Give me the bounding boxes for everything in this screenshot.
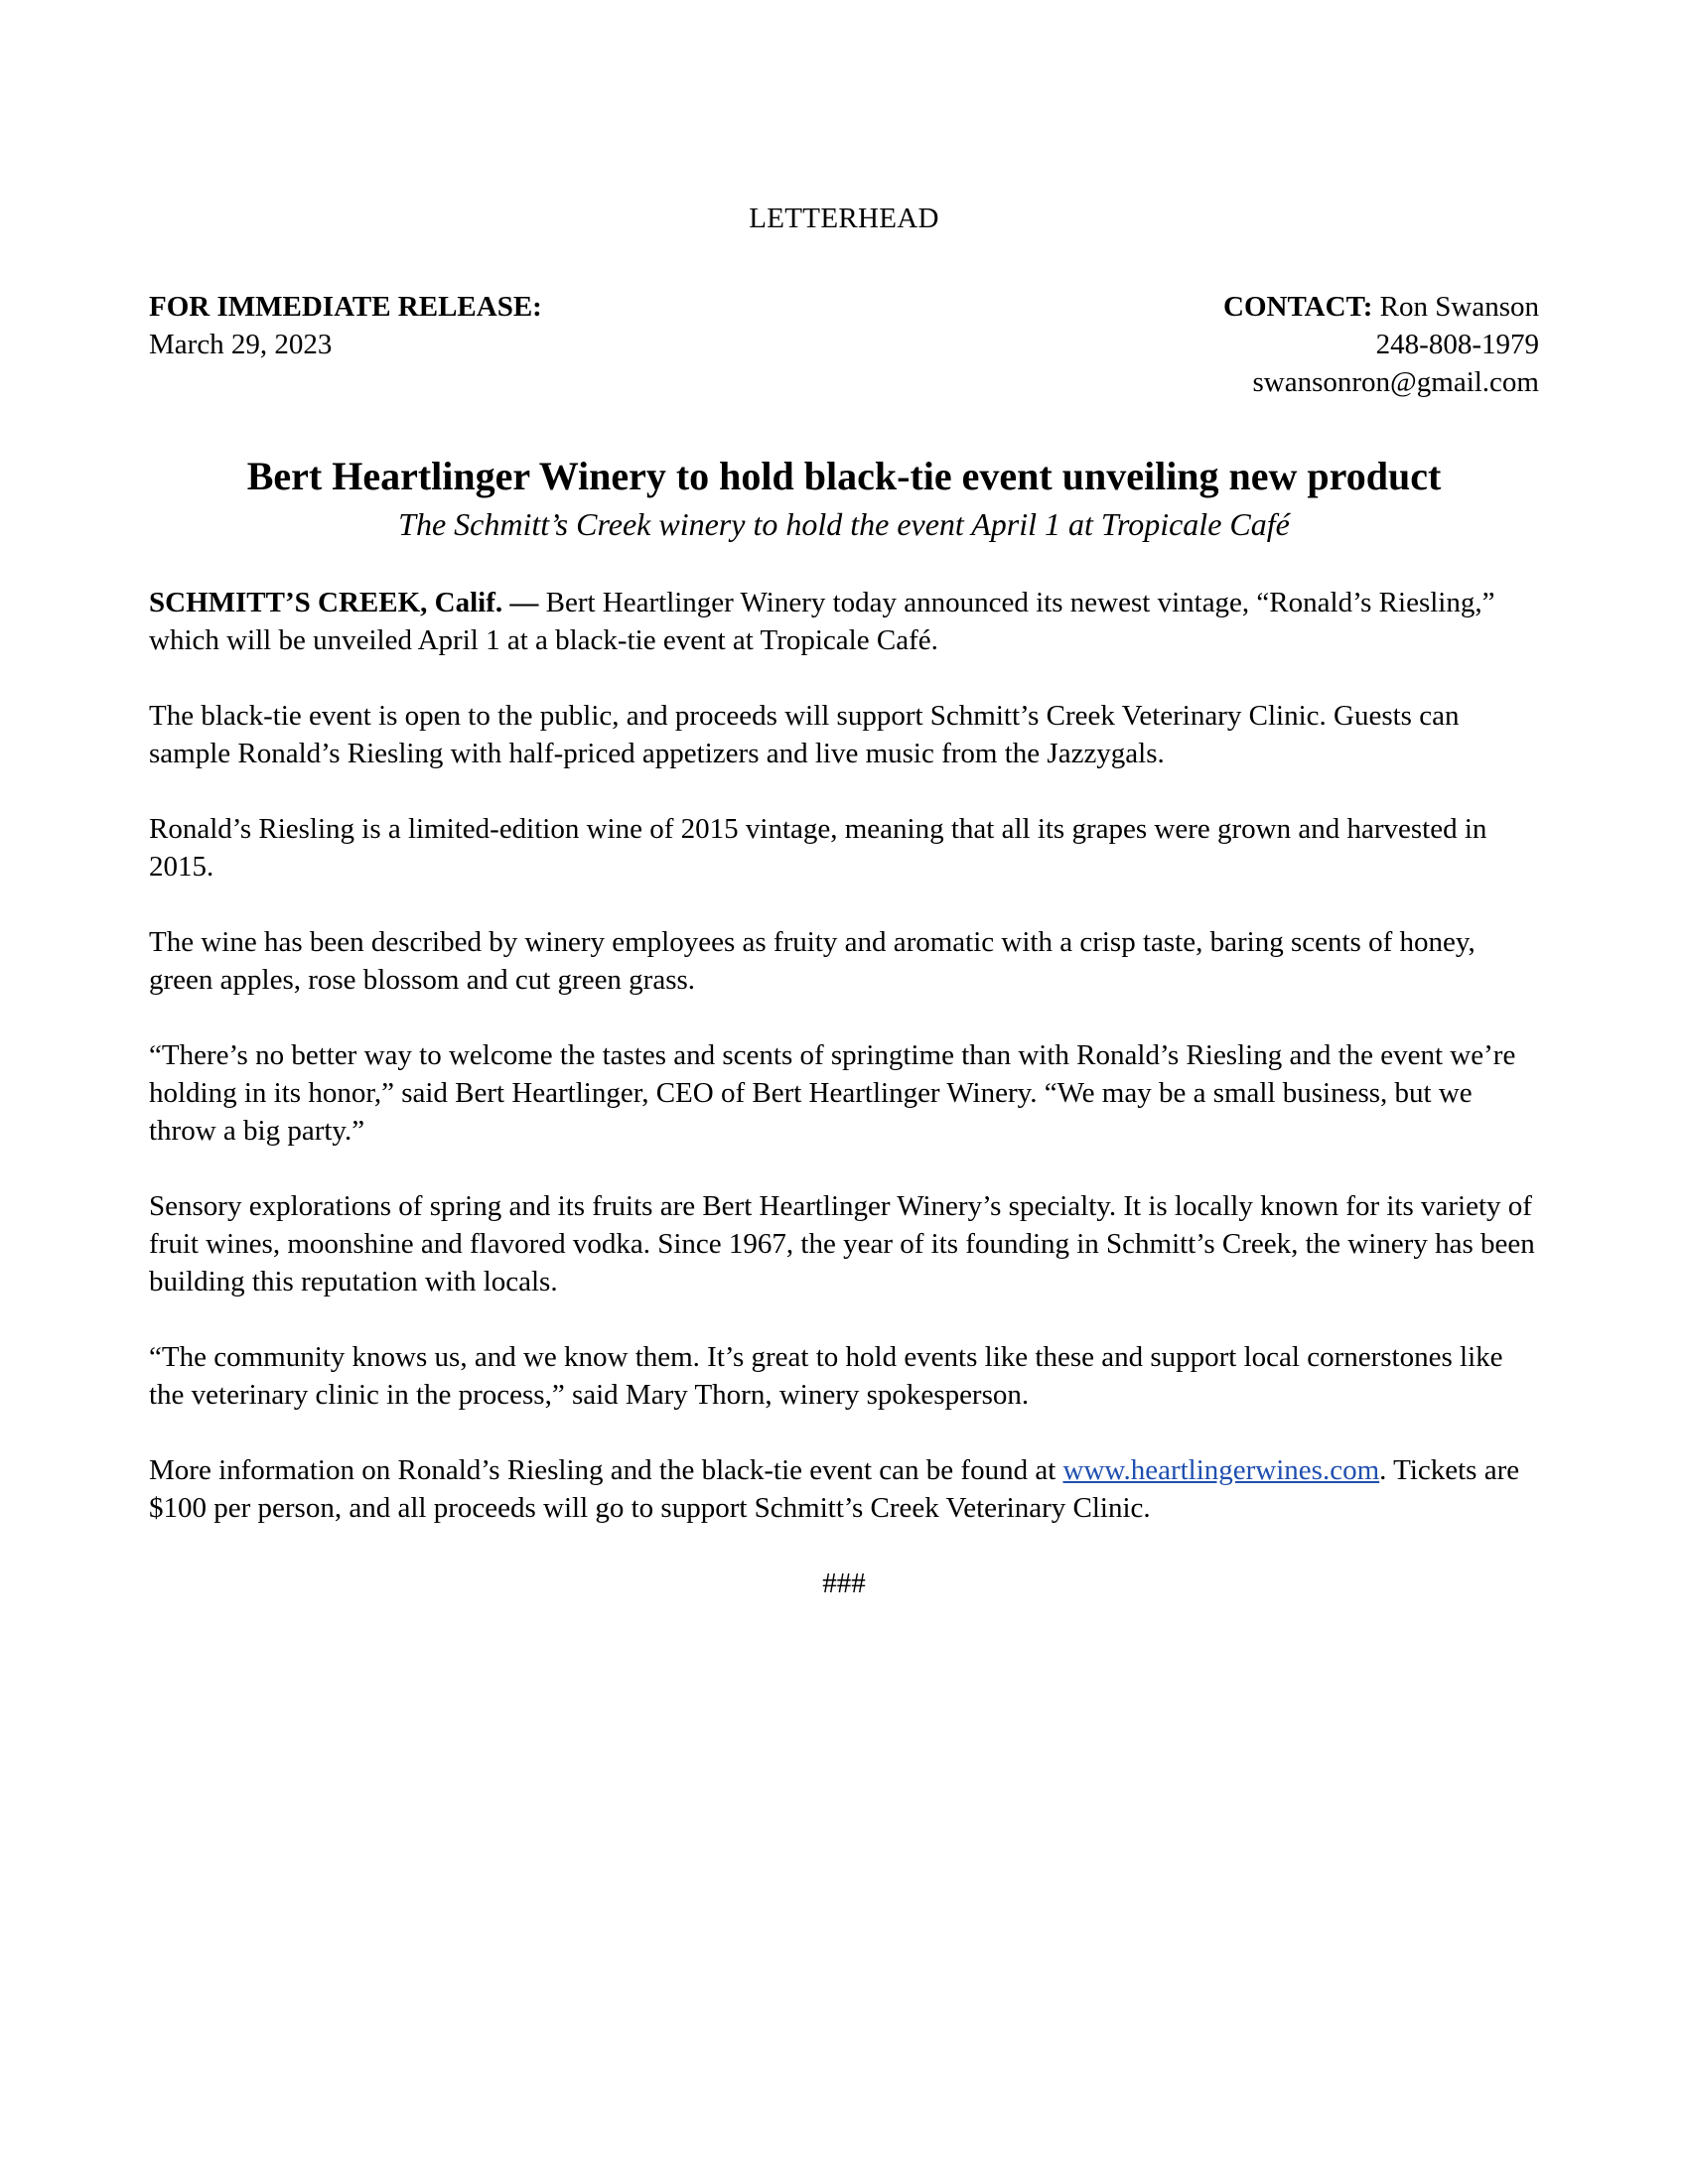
paragraph-6: Sensory explorations of spring and its fruits are Bert Heartlinger Winery’s specialty. It is locally known for its variety of fruit wines, moonshine and flavored vodka. Since 1967, the year of its founding in Schmitt’s Creek, the winery has been building this reputation with locals.: [149, 1190, 1535, 1297]
paragraph-1-text: Bert Heartlinger Winery today announced its newest vintage, “Ronald’s Riesling,” which will be unveiled April 1 at a black-tie event at Tropicale Café.: [149, 587, 1495, 656]
release-label: FOR IMMEDIATE RELEASE:: [149, 291, 542, 323]
subhead: The Schmitt’s Creek winery to hold the event April 1 at Tropicale Café: [398, 506, 1290, 542]
body-text: [149, 584, 1539, 1640]
paragraph-1: [149, 584, 1539, 659]
letterhead: LETTERHEAD: [749, 203, 939, 234]
contact-label: CONTACT:: [1223, 291, 1373, 323]
contact-phone: 248-808-1979: [1375, 329, 1539, 360]
paragraph-4: The wine has been described by winery employees as fruity and aromatic with a crisp taste, baring scents of honey, green apples, rose blossom and cut green grass.: [149, 926, 1476, 996]
paragraph-5: “There’s no better way to welcome the tastes and scents of springtime than with Ronald’s Riesling and the event we’re holding in its honor,” said Bert Heartlinger, CEO of Bert Heartlinger Winery. “We may be a small business, but we throw a big party.”: [149, 1039, 1516, 1147]
paragraph-2: The black-tie event is open to the public, and proceeds will support Schmitt’s Creek Veterinary Clinic. Guests can sample Ronald’s Riesling with half-priced appetizers and live music from the Jazzygals.: [149, 700, 1460, 769]
headline: Bert Heartlinger Winery to hold black-tie event unveiling new product: [246, 454, 1442, 498]
website-link[interactable]: www.heartlingerwines.com: [1062, 1454, 1380, 1486]
paragraph-8: [149, 1451, 1539, 1527]
contact-email: swansonron@gmail.com: [1252, 366, 1539, 398]
paragraph-8-before: More information on Ronald’s Riesling and the black-tie event can be found at: [149, 1454, 1063, 1486]
release-block: [149, 288, 542, 363]
paragraph-3: Ronald’s Riesling is a limited-edition wine of 2015 vintage, meaning that all its grapes were grown and harvested in 2015.: [149, 813, 1487, 883]
paragraph-8-after: . Tickets are $100 per person, and all proceeds will go to support Schmitt’s Creek Veterinary Clinic.: [149, 1454, 1520, 1524]
dateline: SCHMITT’S CREEK, Calif. —: [149, 587, 539, 618]
contact-name: Ron Swanson: [1379, 291, 1539, 323]
paragraph-7: “The community knows us, and we know them. It’s great to hold events like these and support local cornerstones like the veterinary clinic in the process,” said Mary Thorn, winery spokesperson.: [149, 1341, 1503, 1411]
release-date: March 29, 2023: [149, 329, 333, 360]
contact-line: [1223, 288, 1539, 326]
end-mark: ###: [822, 1568, 866, 1599]
contact-block: [1223, 288, 1539, 401]
